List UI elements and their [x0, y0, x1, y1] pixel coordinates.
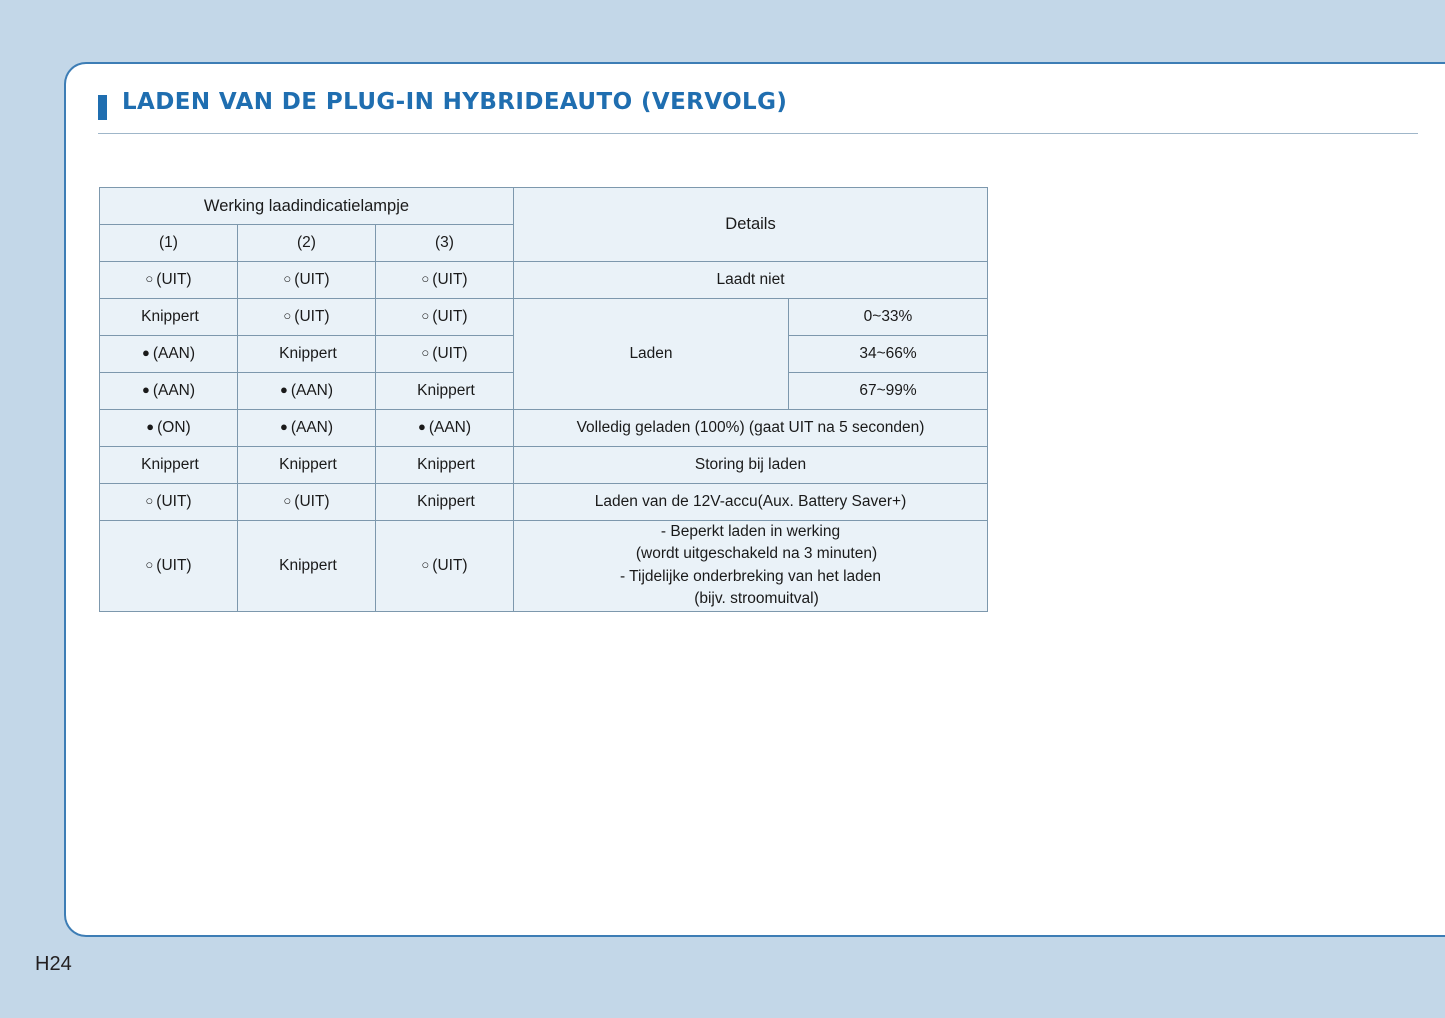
- lamp-symbol-off-icon: ○: [283, 308, 292, 323]
- lamp-symbol-on-icon: ●: [141, 382, 150, 397]
- lamp-state-text: (UIT): [432, 345, 468, 362]
- page-header: [98, 84, 1418, 134]
- lamp-state-3: [376, 299, 514, 336]
- details-multiline: [514, 521, 988, 612]
- table-row: [100, 447, 988, 484]
- lamp-state-2: [238, 373, 376, 410]
- lamp-symbol-off-icon: ○: [421, 308, 430, 323]
- lamp-state-text: (AAN): [290, 382, 334, 399]
- charge-percent: 0~33%: [789, 299, 988, 336]
- lamp-state-3: [376, 410, 514, 447]
- charge-percent: 34~66%: [789, 336, 988, 373]
- column-header-2: (2): [238, 225, 376, 262]
- lamp-symbol-off-icon: ○: [145, 271, 154, 286]
- lamp-symbol-off-icon: ○: [283, 271, 292, 286]
- charging-indicator-table: [99, 187, 988, 612]
- table-row: [100, 484, 988, 521]
- lamp-symbol-off-icon: ○: [145, 493, 154, 508]
- lamp-symbol-off-icon: ○: [421, 556, 430, 572]
- lamp-state-text: (AAN): [290, 419, 334, 436]
- table-row: [100, 299, 988, 336]
- lamp-state-text: Knippert: [279, 456, 337, 473]
- details-text: Storing bij laden: [514, 447, 988, 484]
- table-row: [100, 410, 988, 447]
- lamp-state-text: (AAN): [152, 345, 196, 362]
- lamp-state-text: (UIT): [294, 308, 330, 325]
- lamp-symbol-on-icon: ●: [417, 419, 426, 434]
- lamp-state-text: (UIT): [156, 271, 192, 288]
- lamp-state-text: (UIT): [432, 556, 468, 574]
- lamp-state-1: [100, 336, 238, 373]
- details-line-4: (bijv. stroomuitval): [694, 590, 819, 608]
- lamp-state-1: [100, 447, 238, 484]
- details-text: Laden van de 12V-accu(Aux. Battery Saver+): [514, 484, 988, 521]
- group-header-details: Details: [514, 188, 988, 262]
- lamp-state-text: Knippert: [417, 456, 475, 473]
- lamp-state-2: [238, 484, 376, 521]
- lamp-state-1: [100, 299, 238, 336]
- lamp-state-2: [238, 410, 376, 447]
- page-title: LADEN VAN DE PLUG-IN HYBRIDEAUTO (VERVOLG): [122, 89, 788, 115]
- lamp-state-3: [376, 521, 514, 612]
- lamp-state-text: (UIT): [156, 556, 192, 574]
- lamp-symbol-off-icon: ○: [421, 271, 430, 286]
- lamp-symbol-off-icon: ○: [145, 556, 154, 572]
- table-row: [100, 262, 988, 299]
- lamp-state-1: [100, 373, 238, 410]
- table-row: [100, 521, 988, 612]
- lamp-state-text: (UIT): [294, 271, 330, 288]
- lamp-state-2: [238, 521, 376, 612]
- lamp-state-text: (UIT): [432, 271, 468, 288]
- lamp-state-3: [376, 373, 514, 410]
- lamp-state-3: [376, 262, 514, 299]
- lamp-state-1: [100, 262, 238, 299]
- details-text: Volledig geladen (100%) (gaat UIT na 5 seconden): [514, 410, 988, 447]
- lamp-state-2: [238, 262, 376, 299]
- lamp-state-text: (ON): [157, 419, 191, 436]
- lamp-state-text: (UIT): [432, 308, 468, 325]
- lamp-state-2: [238, 447, 376, 484]
- lamp-state-3: [376, 447, 514, 484]
- lamp-symbol-on-icon: ●: [279, 419, 288, 434]
- page-number: H24: [35, 953, 72, 975]
- lamp-state-text: Knippert: [141, 456, 199, 473]
- charge-percent: 67~99%: [789, 373, 988, 410]
- lamp-state-text: (AAN): [428, 419, 472, 436]
- lamp-symbol-off-icon: ○: [283, 493, 292, 508]
- lamp-state-1: [100, 521, 238, 612]
- lamp-state-2: [238, 336, 376, 373]
- lamp-symbol-on-icon: ●: [279, 382, 288, 397]
- lamp-state-3: [376, 484, 514, 521]
- lamp-state-text: (AAN): [152, 382, 196, 399]
- lamp-state-text: (UIT): [294, 493, 330, 510]
- lamp-symbol-on-icon: ●: [141, 345, 150, 360]
- header-accent-bar: [98, 95, 107, 120]
- lamp-state-1: [100, 410, 238, 447]
- lamp-state-3: [376, 336, 514, 373]
- lamp-state-2: [238, 299, 376, 336]
- lamp-symbol-off-icon: ○: [421, 345, 430, 360]
- charging-indicator-table-wrapper: [99, 187, 988, 612]
- lamp-state-text: Knippert: [417, 382, 475, 399]
- column-header-3: (3): [376, 225, 514, 262]
- lamp-symbol-on-icon: ●: [146, 419, 155, 434]
- lamp-state-text: Knippert: [417, 493, 475, 510]
- lamp-state-text: Knippert: [279, 345, 337, 362]
- lamp-state-text: Knippert: [141, 308, 199, 325]
- lamp-state-text: (UIT): [156, 493, 192, 510]
- details-text: Laadt niet: [514, 262, 988, 299]
- group-header-lamp-operation: Werking laadindicatielampje: [100, 188, 514, 225]
- lamp-state-text: Knippert: [279, 556, 337, 574]
- details-line-3: - Tijdelijke onderbreking van het laden: [619, 567, 882, 585]
- lamp-state-1: [100, 484, 238, 521]
- details-line-1: - Beperkt laden in werking: [660, 523, 841, 540]
- details-line-2: (wordt uitgeschakeld na 3 minuten): [635, 545, 878, 563]
- column-header-1: (1): [100, 225, 238, 262]
- manual-page: [64, 62, 1445, 937]
- table-header-row-1: [100, 188, 988, 225]
- details-group-charging: Laden: [514, 299, 789, 410]
